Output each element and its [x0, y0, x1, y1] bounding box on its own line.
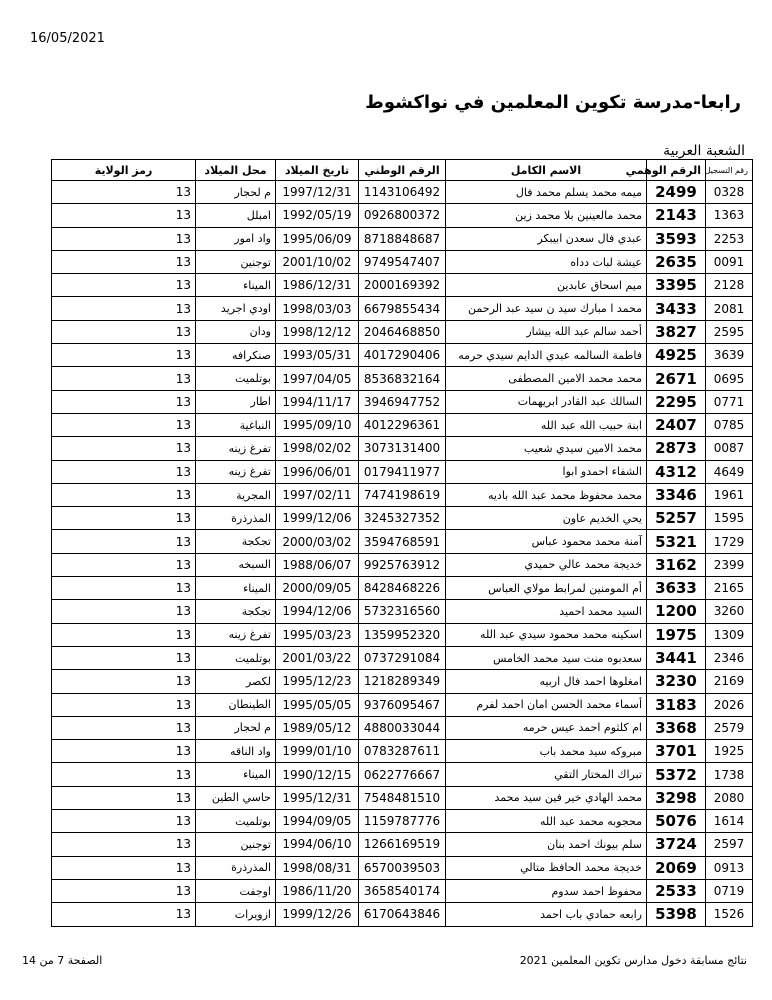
full-name-cell: محمد الامين سيدي شعيب: [446, 437, 647, 460]
birth-place-cell: بوتلميت: [196, 810, 276, 833]
full-name-cell: عيشة لبات دداه: [446, 250, 647, 273]
registration-number-cell: 1961: [706, 483, 753, 506]
national-id-cell: 0737291084: [359, 646, 446, 669]
birth-place-cell: بوتلميت: [196, 367, 276, 390]
birth-place-cell: اطار: [196, 390, 276, 413]
birth-date-cell: 1997/12/31: [276, 181, 359, 204]
birth-date-cell: 1989/05/12: [276, 716, 359, 739]
region-code-cell: 13: [52, 297, 196, 320]
full-name-cell: أم المومنين لمرابط مولاي العباس: [446, 577, 647, 600]
print-date: 16/05/2021: [30, 31, 105, 46]
registration-number-cell: 1363: [706, 204, 753, 227]
header-full-name: الاسم الكامل: [446, 160, 647, 181]
full-name-cell: الشفاء احمدو ابوا: [446, 460, 647, 483]
region-code-cell: 13: [52, 460, 196, 483]
section-title: الشعبة العربية: [663, 143, 745, 159]
table-row: [52, 204, 753, 227]
table-row: [52, 833, 753, 856]
full-name-cell: آمنة محمد محمود عباس: [446, 530, 647, 553]
national-id-cell: 7474198619: [359, 483, 446, 506]
national-id-cell: 6570039503: [359, 856, 446, 879]
registration-number-cell: 2165: [706, 577, 753, 600]
table-row: [52, 413, 753, 436]
registration-number-cell: 0719: [706, 879, 753, 902]
national-id-cell: 8718848687: [359, 227, 446, 250]
candidate-number-cell: 3162: [647, 553, 706, 576]
birth-date-cell: 1992/05/19: [276, 204, 359, 227]
region-code-cell: 13: [52, 577, 196, 600]
birth-date-cell: 1994/12/06: [276, 600, 359, 623]
page-title: رابعا-مدرسة تكوين المعلمين في نواكشوط: [365, 92, 741, 113]
region-code-cell: 13: [52, 390, 196, 413]
birth-place-cell: توجنين: [196, 250, 276, 273]
full-name-cell: امغلوها احمد فال اربيه: [446, 670, 647, 693]
candidate-number-cell: 2533: [647, 879, 706, 902]
table-row: [52, 716, 753, 739]
registration-number-cell: 2026: [706, 693, 753, 716]
table-row: [52, 693, 753, 716]
region-code-cell: 13: [52, 670, 196, 693]
national-id-cell: 3594768591: [359, 530, 446, 553]
region-code-cell: 13: [52, 786, 196, 809]
region-code-cell: 13: [52, 413, 196, 436]
birth-place-cell: واد امور: [196, 227, 276, 250]
table-row: [52, 600, 753, 623]
birth-date-cell: 1995/05/05: [276, 693, 359, 716]
table-row: [52, 903, 753, 926]
candidate-number-cell: 4925: [647, 344, 706, 367]
candidate-number-cell: 4312: [647, 460, 706, 483]
birth-date-cell: 1997/02/11: [276, 483, 359, 506]
birth-date-cell: 1995/03/23: [276, 623, 359, 646]
region-code-cell: 13: [52, 693, 196, 716]
full-name-cell: السيد محمد احميد: [446, 600, 647, 623]
region-code-cell: 13: [52, 879, 196, 902]
birth-date-cell: 1986/12/31: [276, 274, 359, 297]
candidate-number-cell: 3441: [647, 646, 706, 669]
full-name-cell: محمد الهادي خير فين سيد محمد: [446, 786, 647, 809]
candidate-number-cell: 3395: [647, 274, 706, 297]
birth-date-cell: 1986/11/20: [276, 879, 359, 902]
table-row: [52, 507, 753, 530]
region-code-cell: 13: [52, 320, 196, 343]
header-birth-date: تاريخ الميلاد: [276, 160, 359, 181]
national-id-cell: 4017290406: [359, 344, 446, 367]
birth-date-cell: 1994/06/10: [276, 833, 359, 856]
registration-number-cell: 0091: [706, 250, 753, 273]
birth-date-cell: 1995/09/10: [276, 413, 359, 436]
table-row: [52, 344, 753, 367]
table-row: [52, 763, 753, 786]
registration-number-cell: 1614: [706, 810, 753, 833]
national-id-cell: 3073131400: [359, 437, 446, 460]
region-code-cell: 13: [52, 810, 196, 833]
registration-number-cell: 2579: [706, 716, 753, 739]
table-row: [52, 553, 753, 576]
region-code-cell: 13: [52, 903, 196, 926]
candidate-number-cell: 3298: [647, 786, 706, 809]
national-id-cell: 2000169392: [359, 274, 446, 297]
candidate-number-cell: 5257: [647, 507, 706, 530]
birth-place-cell: بوتلميت: [196, 646, 276, 669]
registration-number-cell: 1595: [706, 507, 753, 530]
table-row: [52, 320, 753, 343]
full-name-cell: أحمد سالم عبد الله بيشار: [446, 320, 647, 343]
candidate-number-cell: 3183: [647, 693, 706, 716]
national-id-cell: 9749547407: [359, 250, 446, 273]
candidate-number-cell: 2295: [647, 390, 706, 413]
full-name-cell: فاطمة السالمه عبدي الدايم سيدي حرمه: [446, 344, 647, 367]
birth-place-cell: تفرغ زينه: [196, 460, 276, 483]
birth-date-cell: 2001/10/02: [276, 250, 359, 273]
region-code-cell: 13: [52, 716, 196, 739]
region-code-cell: 13: [52, 553, 196, 576]
registration-number-cell: 2253: [706, 227, 753, 250]
header-birth-place: محل الميلاد: [196, 160, 276, 181]
birth-place-cell: واد الناقه: [196, 740, 276, 763]
table-row: [52, 483, 753, 506]
region-code-cell: 13: [52, 833, 196, 856]
table-row: [52, 437, 753, 460]
table-row: [52, 856, 753, 879]
birth-place-cell: السبخه: [196, 553, 276, 576]
national-id-cell: 4012296361: [359, 413, 446, 436]
full-name-cell: السالك عبد القادر ابريهمات: [446, 390, 647, 413]
birth-place-cell: تفرغ زينه: [196, 623, 276, 646]
birth-place-cell: اوجفت: [196, 879, 276, 902]
birth-date-cell: 1990/12/15: [276, 763, 359, 786]
birth-date-cell: 2000/09/05: [276, 577, 359, 600]
birth-place-cell: اودي اجريد: [196, 297, 276, 320]
birth-date-cell: 2001/03/22: [276, 646, 359, 669]
full-name-cell: ام كلثوم احمد عيس حرمه: [446, 716, 647, 739]
registration-number-cell: 0771: [706, 390, 753, 413]
national-id-cell: 8428468226: [359, 577, 446, 600]
national-id-cell: 0926800372: [359, 204, 446, 227]
candidate-number-cell: 5398: [647, 903, 706, 926]
table-row: [52, 460, 753, 483]
full-name-cell: محفوظ احمد سدوم: [446, 879, 647, 902]
region-code-cell: 13: [52, 623, 196, 646]
full-name-cell: ميمه محمد يسلم محمد فال: [446, 181, 647, 204]
candidate-number-cell: 3433: [647, 297, 706, 320]
registration-number-cell: 1309: [706, 623, 753, 646]
birth-place-cell: النباغية: [196, 413, 276, 436]
birth-date-cell: 2000/03/02: [276, 530, 359, 553]
registration-number-cell: 2346: [706, 646, 753, 669]
candidate-number-cell: 3724: [647, 833, 706, 856]
birth-date-cell: 1998/02/02: [276, 437, 359, 460]
region-code-cell: 13: [52, 856, 196, 879]
birth-place-cell: ازويرات: [196, 903, 276, 926]
national-id-cell: 0783287611: [359, 740, 446, 763]
table-row: [52, 367, 753, 390]
birth-place-cell: المذرذرة: [196, 507, 276, 530]
registration-number-cell: 0695: [706, 367, 753, 390]
registration-number-cell: 2169: [706, 670, 753, 693]
registration-number-cell: 2595: [706, 320, 753, 343]
registration-number-cell: 2080: [706, 786, 753, 809]
registration-number-cell: 3260: [706, 600, 753, 623]
region-code-cell: 13: [52, 483, 196, 506]
footer-page-number: الصفحة 7 من 14: [22, 954, 103, 967]
birth-place-cell: الميناء: [196, 763, 276, 786]
table-row: [52, 646, 753, 669]
candidate-number-cell: 1975: [647, 623, 706, 646]
candidate-number-cell: 5076: [647, 810, 706, 833]
full-name-cell: محجوبه محمد عبد الله: [446, 810, 647, 833]
table-row: [52, 390, 753, 413]
full-name-cell: اسكينه محمد محمود سيدي عبد الله: [446, 623, 647, 646]
header-registration-number: رقم التسجيل: [706, 160, 753, 181]
full-name-cell: أسماء محمد الحسن امان احمد لفرم: [446, 693, 647, 716]
region-code-cell: 13: [52, 437, 196, 460]
registration-number-cell: 0087: [706, 437, 753, 460]
national-id-cell: 9376095467: [359, 693, 446, 716]
birth-place-cell: تجكجة: [196, 600, 276, 623]
candidate-number-cell: 2873: [647, 437, 706, 460]
national-id-cell: 9925763912: [359, 553, 446, 576]
table-row: [52, 274, 753, 297]
candidate-number-cell: 5321: [647, 530, 706, 553]
national-id-cell: 1143106492: [359, 181, 446, 204]
full-name-cell: ميم اسحاق عابدين: [446, 274, 647, 297]
region-code-cell: 13: [52, 344, 196, 367]
full-name-cell: عبدي فال سعدن ابيبكر: [446, 227, 647, 250]
national-id-cell: 8536832164: [359, 367, 446, 390]
birth-place-cell: امبلل: [196, 204, 276, 227]
national-id-cell: 1159787776: [359, 810, 446, 833]
full-name-cell: محمد محفوظ محمد عبد الله باديه: [446, 483, 647, 506]
national-id-cell: 1266169519: [359, 833, 446, 856]
national-id-cell: 4880033044: [359, 716, 446, 739]
candidate-number-cell: 2635: [647, 250, 706, 273]
full-name-cell: محمد محمد الامين المصطفى: [446, 367, 647, 390]
table-row: [52, 740, 753, 763]
birth-date-cell: 1994/09/05: [276, 810, 359, 833]
national-id-cell: 3245327352: [359, 507, 446, 530]
birth-place-cell: تفرغ زينه: [196, 437, 276, 460]
birth-date-cell: 1998/12/12: [276, 320, 359, 343]
birth-place-cell: صنكرافه: [196, 344, 276, 367]
candidate-number-cell: 3593: [647, 227, 706, 250]
full-name-cell: يحي الخديم عاون: [446, 507, 647, 530]
table-row: [52, 297, 753, 320]
table-row: [52, 786, 753, 809]
full-name-cell: خديجة محمد الحافظ متالي: [446, 856, 647, 879]
birth-date-cell: 1993/05/31: [276, 344, 359, 367]
national-id-cell: 0179411977: [359, 460, 446, 483]
table-row: [52, 181, 753, 204]
national-id-cell: 6170643846: [359, 903, 446, 926]
candidate-number-cell: 3368: [647, 716, 706, 739]
region-code-cell: 13: [52, 530, 196, 553]
candidate-number-cell: 3633: [647, 577, 706, 600]
registration-number-cell: 2128: [706, 274, 753, 297]
birth-place-cell: الطينطان: [196, 693, 276, 716]
registration-number-cell: 3639: [706, 344, 753, 367]
birth-place-cell: الميناء: [196, 274, 276, 297]
registration-number-cell: 0328: [706, 181, 753, 204]
candidate-number-cell: 2069: [647, 856, 706, 879]
region-code-cell: 13: [52, 250, 196, 273]
registration-number-cell: 1925: [706, 740, 753, 763]
national-id-cell: 3946947752: [359, 390, 446, 413]
results-table: [51, 159, 753, 927]
birth-date-cell: 1998/08/31: [276, 856, 359, 879]
candidate-number-cell: 3346: [647, 483, 706, 506]
candidate-number-cell: 2499: [647, 181, 706, 204]
table-row: [52, 530, 753, 553]
birth-date-cell: 1999/12/06: [276, 507, 359, 530]
registration-number-cell: 1738: [706, 763, 753, 786]
birth-place-cell: م لحجار: [196, 181, 276, 204]
national-id-cell: 3658540174: [359, 879, 446, 902]
national-id-cell: 2046468850: [359, 320, 446, 343]
region-code-cell: 13: [52, 600, 196, 623]
full-name-cell: مبروكه سيد محمد باب: [446, 740, 647, 763]
region-code-cell: 13: [52, 507, 196, 530]
candidate-number-cell: 3827: [647, 320, 706, 343]
birth-date-cell: 1997/04/05: [276, 367, 359, 390]
registration-number-cell: 1526: [706, 903, 753, 926]
region-code-cell: 13: [52, 227, 196, 250]
birth-date-cell: 1999/12/26: [276, 903, 359, 926]
registration-number-cell: 1729: [706, 530, 753, 553]
table-row: [52, 250, 753, 273]
full-name-cell: محمد مالعينين بلا محمد زين: [446, 204, 647, 227]
registration-number-cell: 0785: [706, 413, 753, 436]
full-name-cell: ابنة حبيب الله عبد الله: [446, 413, 647, 436]
national-id-cell: 1359952320: [359, 623, 446, 646]
full-name-cell: سعدبوه منت سيد محمد الخامس: [446, 646, 647, 669]
national-id-cell: 5732316560: [359, 600, 446, 623]
birth-date-cell: 1994/11/17: [276, 390, 359, 413]
national-id-cell: 7548481510: [359, 786, 446, 809]
region-code-cell: 13: [52, 740, 196, 763]
region-code-cell: 13: [52, 646, 196, 669]
national-id-cell: 0622776667: [359, 763, 446, 786]
registration-number-cell: 0913: [706, 856, 753, 879]
full-name-cell: تبراك المختار التقي: [446, 763, 647, 786]
birth-date-cell: 1995/06/09: [276, 227, 359, 250]
region-code-cell: 13: [52, 763, 196, 786]
full-name-cell: سلم بيونك احمد بنان: [446, 833, 647, 856]
national-id-cell: 6679855434: [359, 297, 446, 320]
table-row: [52, 879, 753, 902]
region-code-cell: 13: [52, 181, 196, 204]
birth-date-cell: 1995/12/31: [276, 786, 359, 809]
birth-place-cell: المذرذرة: [196, 856, 276, 879]
region-code-cell: 13: [52, 204, 196, 227]
header-candidate-number: الرقم الوهمي: [647, 160, 706, 181]
table-row: [52, 623, 753, 646]
candidate-number-cell: 2671: [647, 367, 706, 390]
registration-number-cell: 4649: [706, 460, 753, 483]
birth-place-cell: تجكجة: [196, 530, 276, 553]
birth-place-cell: حاسي الطين: [196, 786, 276, 809]
birth-place-cell: المجرية: [196, 483, 276, 506]
candidate-number-cell: 2407: [647, 413, 706, 436]
birth-place-cell: توجنين: [196, 833, 276, 856]
birth-place-cell: الميناء: [196, 577, 276, 600]
national-id-cell: 1218289349: [359, 670, 446, 693]
table-header-row: [52, 160, 753, 181]
candidate-number-cell: 5372: [647, 763, 706, 786]
table-row: [52, 670, 753, 693]
birth-date-cell: 1996/06/01: [276, 460, 359, 483]
birth-date-cell: 1995/12/23: [276, 670, 359, 693]
footer-document-title: نتائج مسابقة دخول مدارس تكوين المعلمين 2021: [519, 954, 747, 967]
birth-place-cell: م لحجار: [196, 716, 276, 739]
birth-date-cell: 1988/06/07: [276, 553, 359, 576]
registration-number-cell: 2597: [706, 833, 753, 856]
registration-number-cell: 2399: [706, 553, 753, 576]
full-name-cell: محمد ا مبارك سيد ن سيد عبد الرحمن: [446, 297, 647, 320]
birth-date-cell: 1999/01/10: [276, 740, 359, 763]
header-national-id: الرقم الوطني: [359, 160, 446, 181]
table-row: [52, 810, 753, 833]
candidate-number-cell: 3230: [647, 670, 706, 693]
region-code-cell: 13: [52, 274, 196, 297]
table-row: [52, 227, 753, 250]
candidate-number-cell: 3701: [647, 740, 706, 763]
registration-number-cell: 2081: [706, 297, 753, 320]
birth-date-cell: 1998/03/03: [276, 297, 359, 320]
header-region-code: رمز الولاية: [52, 160, 196, 181]
region-code-cell: 13: [52, 367, 196, 390]
full-name-cell: خديجة محمد عالي حميدي: [446, 553, 647, 576]
full-name-cell: رابعه حمادي باب احمد: [446, 903, 647, 926]
birth-place-cell: لكصر: [196, 670, 276, 693]
candidate-number-cell: 1200: [647, 600, 706, 623]
candidate-number-cell: 2143: [647, 204, 706, 227]
table-row: [52, 577, 753, 600]
birth-place-cell: ودان: [196, 320, 276, 343]
